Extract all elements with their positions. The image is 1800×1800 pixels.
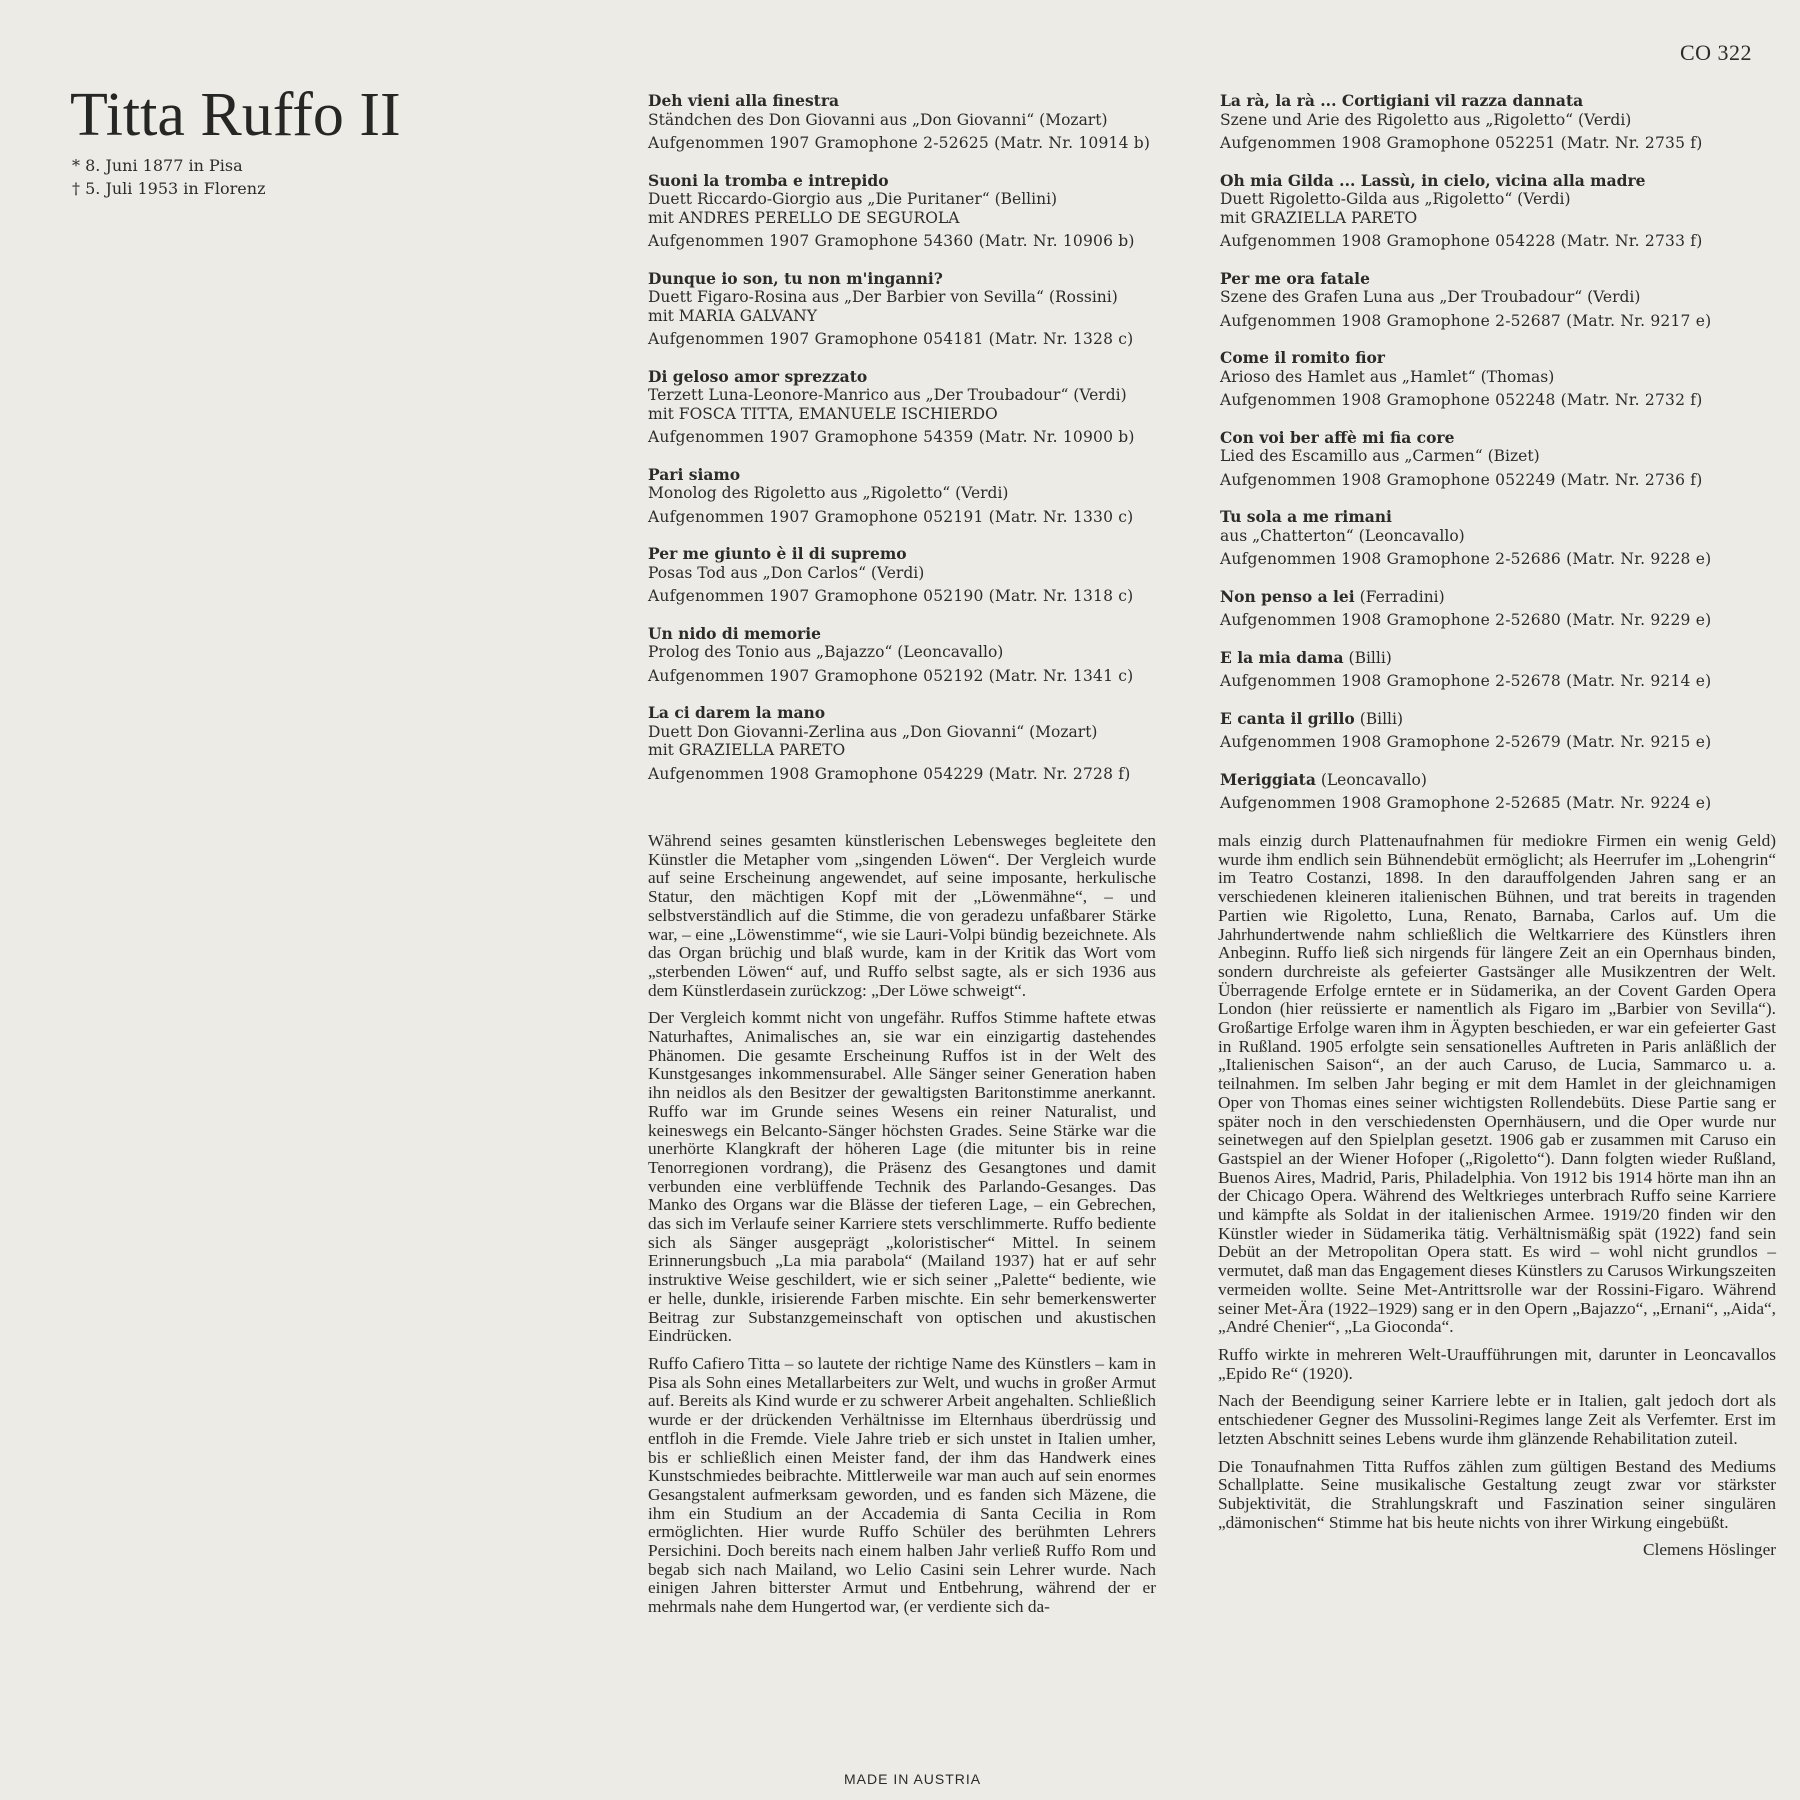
track-title-line <box>648 466 1178 485</box>
track-title-line <box>648 625 1178 644</box>
track-title: Con voi ber affè mi fia core <box>1220 427 1455 447</box>
author-signature: Clemens Höslinger <box>1643 1540 1776 1560</box>
catalog-number: CO 322 <box>1680 40 1753 65</box>
track-entry <box>648 92 1178 153</box>
track-title-line <box>1220 349 1780 368</box>
recording-info: Aufgenommen 1908 Gramophone 052251 (Matr. Nr. 2735 f) <box>1220 134 1703 152</box>
track-description: Monolog des Rigoletto aus „Rigoletto“ (Verdi) <box>648 484 1009 502</box>
track-entry <box>1220 508 1780 569</box>
essay-paragraph: Der Vergleich kommt nicht von ungefähr. Ruffos Stimme haftete etwas Naturhaftes, Animalisches an, sie war ein einzigartig dastehendes Phänomen. Die gesamte Erscheinung Ruffos ist in der Welt des Kunstgesanges inkommensurabel. Alle Sänger seiner Generation haben ihn neidlos als den Besitzer der gewaltigsten Baritonstimme anerkannt. Ruffo war im Grunde seines Wesens ein reiner Naturalist, und keineswegs ein Belcanto-Sänger höchsten Grades. Seine Stärke war die unerhörte Klangkraft der höheren Lage (die mitunter bis in reine Tenorregionen vordrang), die Präsenz des Gesangtones und damit verbunden eine verblüffende Technik des Parlando-Gesanges. Das Manko des Organs war die Blässe der tieferen Lage, – ein Gebrechen, das sich im Verlaufe seiner Karriere stets verschlimmerte. Ruffo bediente sich als Sänger ausgeprägt „koloristischer“ Mittel. In seinem Erinnerungsbuch „La mia parabola“ (Mailand 1937) hat er auf sehr instruktive Weise geschildert, wie er sich seiner „Palette“ bediente, wie er helle, dunkle, irisierende Farben mischte. Ein sehr bemerkenswerter Beitrag zur Substanzgemeinschaft von optischen und akustischen Eindrücken. <box>648 1008 1156 1346</box>
track-entry <box>648 625 1178 686</box>
track-title: Non penso a lei <box>1220 586 1355 606</box>
track-title-line <box>1220 92 1780 111</box>
recording-info: Aufgenommen 1908 Gramophone 2-52680 (Matr. Nr. 9229 e) <box>1220 611 1712 629</box>
recording-info: Aufgenommen 1908 Gramophone 054228 (Matr. Nr. 2733 f) <box>1220 232 1703 250</box>
recording-info: Aufgenommen 1907 Gramophone 54360 (Matr. Nr. 10906 b) <box>648 232 1135 250</box>
track-title: La ci darem la mano <box>648 703 826 722</box>
birth-date: * 8. Juni 1877 in Pisa <box>72 156 243 175</box>
track-title: Pari siamo <box>648 464 741 484</box>
track-title-line <box>648 545 1178 564</box>
track-entry <box>648 545 1178 606</box>
recording-info: Aufgenommen 1907 Gramophone 052191 (Matr. Nr. 1330 c) <box>648 507 1134 526</box>
track-description: Szene des Grafen Luna aus „Der Troubadour“ (Verdi) <box>1220 288 1641 306</box>
track-list-left <box>648 92 1178 802</box>
track-entry <box>1220 588 1780 630</box>
track-title: Per me giunto è il di supremo <box>648 544 907 563</box>
essay-paragraph: mals einzig durch Plattenaufnahmen für mediokre Firmen ein wenig Geld) wurde ihm endlich sein Bühnendebüt ermöglicht; als Heerrufer im „Lohengrin“ im Teatro Costanzi, 1898. In den darauffolgenden Jahren sang er an verschiedenen kleineren italienischen Bühnen, und trat bereits in tragenden Partien wie Rigoletto, Luna, Renato, Barnaba, Carlos auf. Um die Jahrhundertwende nahm schließlich die Weltkarriere des Künstlers ihren Anbeginn. Ruffo ließ sich nirgends für längere Zeit an ein Opernhaus binden, sondern durchreiste als gefeierter Gastsänger alle Musikzentren der Welt. Überragende Erfolge erntete er in Südamerika, an der Covent Garden Opera London (hier reüssierte er namentlich als Figaro im „Barbier von Sevilla“). Großartige Erfolge waren ihm in Ägypten beschieden, er war ein gefeierter Gast in Rußland. 1905 erfolgte sein sensationelles Auftreten in Paris anläßlich der „Italienischen Saison“, an der auch Caruso, de Lucia, Sammarco u. a. teilnahmen. Im selben Jahr beging er mit dem Hamlet in der gleichnamigen Oper von Thomas eines seiner wichtigsten Rollendebüts. Diese Partie sang er später noch in den verschiedensten Opernhäusern, und die Oper wurde nur seinetwegen auf den Spielplan gesetzt. 1906 gab er zusammen mit Caruso ein Gastspiel an der Wiener Hofoper („Rigoletto“). Dann folgten wieder Rußland, Buenos Aires, Madrid, Paris, Philadelphia. Von 1912 bis 1914 hörte man ihn an der Chicago Opera. Während des Weltkrieges unterbrach Ruffo seine Karriere und kämpfte als Soldat in der italienischen Armee. 1919/20 finden wir den Künstler wieder in Südamerika tätig. Verhältnismäßig spät (1922) fand sein Debüt an der Metropolitan Opera statt. Es wird – wohl nicht grundlos – vermutet, daß man das Engagement dieses Künstlers zu Carusos Wirkungszeiten vermeiden wollte. Seine Met-Antrittsrolle war der Rossini-Figaro. Während seiner Met-Ära (1922–1929) sang er in den Opern „Bajazzo“, „Ernani“, „Aida“, „André Chenier“, „La Gioconda“. <box>1218 831 1776 1337</box>
track-composer: (Ferradini) <box>1359 587 1445 606</box>
recording-info: Aufgenommen 1908 Gramophone 2-52687 (Matr. Nr. 9217 e) <box>1220 311 1712 330</box>
track-title-line <box>648 368 1178 387</box>
track-composer: (Leoncavallo) <box>1320 770 1427 789</box>
track-title-line <box>648 92 1178 111</box>
track-description: Prolog des Tonio aus „Bajazzo“ (Leoncavallo) <box>648 643 1004 661</box>
track-title-line <box>1220 270 1780 289</box>
recording-info: Aufgenommen 1908 Gramophone 054229 (Matr. Nr. 2728 f) <box>648 764 1131 783</box>
track-title: Per me ora fatale <box>1220 268 1370 288</box>
track-title: Deh vieni alla finestra <box>648 91 840 110</box>
track-composer: (Billi) <box>1359 709 1404 728</box>
track-description: Duett Riccardo-Giorgio aus „Die Puritaner“ (Bellini) <box>648 190 1058 208</box>
album-title: Titta Ruffo II <box>70 81 401 149</box>
track-description: mit GRAZIELLA PARETO <box>1220 208 1418 227</box>
track-title: Dunque io son, tu non m'inganni? <box>648 268 943 288</box>
track-entry <box>648 368 1178 447</box>
track-title: E la mia dama <box>1220 647 1344 667</box>
track-description: mit ANDRES PERELLO DE SEGUROLA <box>648 208 960 227</box>
track-title: La rà, la rà ... Cortigiani vil razza dannata <box>1220 91 1584 110</box>
track-entry <box>1220 710 1780 752</box>
track-title-line <box>1220 172 1780 191</box>
recording-info: Aufgenommen 1908 Gramophone 2-52686 (Matr. Nr. 9228 e) <box>1220 550 1712 568</box>
track-title-line <box>1220 429 1780 448</box>
track-description: Posas Tod aus „Don Carlos“ (Verdi) <box>648 563 925 582</box>
track-entry <box>648 270 1178 349</box>
track-title: Oh mia Gilda ... Lassù, in cielo, vicina alla madre <box>1220 170 1646 190</box>
recording-info: Aufgenommen 1908 Gramophone 2-52678 (Matr. Nr. 9214 e) <box>1220 672 1712 690</box>
track-description: mit GRAZIELLA PARETO <box>648 741 846 759</box>
recording-info: Aufgenommen 1907 Gramophone 052190 (Matr. Nr. 1318 c) <box>648 587 1134 605</box>
track-description: Terzett Luna-Leonore-Manrico aus „Der Troubadour“ (Verdi) <box>648 386 1127 404</box>
track-title-line <box>648 704 1178 723</box>
track-title: Come il romito fior <box>1220 348 1385 367</box>
death-date: † 5. Juli 1953 in Florenz <box>72 179 266 198</box>
life-dates <box>72 154 266 200</box>
track-description: aus „Chatterton“ (Leoncavallo) <box>1220 526 1465 545</box>
track-entry <box>1220 649 1780 691</box>
track-entry <box>1220 349 1780 410</box>
essay-column-right <box>1218 832 1776 1560</box>
track-entry <box>648 466 1178 527</box>
recording-info: Aufgenommen 1908 Gramophone 052249 (Matr. Nr. 2736 f) <box>1220 470 1703 489</box>
track-title-line <box>1220 649 1780 668</box>
track-description: Szene und Arie des Rigoletto aus „Rigoletto“ (Verdi) <box>1220 110 1632 129</box>
track-title: Di geloso amor sprezzato <box>648 366 868 386</box>
essay-column-left <box>648 832 1156 1626</box>
track-title-line <box>1220 508 1780 527</box>
track-description: Duett Figaro-Rosina aus „Der Barbier von Sevilla“ (Rossini) <box>648 288 1118 306</box>
essay-paragraph: Nach der Beendigung seiner Karriere lebte er in Italien, galt jedoch dort als entschiedener Gegner des Mussolini-Regimes lange Zeit als Verfemter. Erst im letzten Abschnitt seines Lebens wurde ihm glänzende Rehabilitation zuteil. <box>1218 1391 1776 1448</box>
track-title: Un nido di memorie <box>648 623 821 643</box>
track-entry <box>648 704 1178 783</box>
track-entry <box>1220 92 1780 153</box>
recording-info: Aufgenommen 1908 Gramophone 2-52679 (Matr. Nr. 9215 e) <box>1220 733 1712 751</box>
track-title: Meriggiata <box>1220 769 1316 789</box>
track-description: Duett Don Giovanni-Zerlina aus „Don Giovanni“ (Mozart) <box>648 722 1098 741</box>
track-entry <box>1220 172 1780 251</box>
track-description: Ständchen des Don Giovanni aus „Don Giovanni“ (Mozart) <box>648 110 1108 129</box>
track-description: Lied des Escamillo aus „Carmen“ (Bizet) <box>1220 447 1540 465</box>
recording-info: Aufgenommen 1907 Gramophone 052192 (Matr. Nr. 1341 c) <box>648 666 1134 685</box>
essay-paragraph: Ruffo Cafiero Titta – so lautete der richtige Name des Künstlers – kam in Pisa als Sohn eines Metallarbeiters zur Welt, und wuchs in großer Armut auf. Bereits als Kind wurde er zu schwerer Arbeit angehalten. Schließlich wurde er der drückenden Verhältnisse im Elternhaus überdrüssig und entfloh in die Fremde. Viele Jahre trieb er sich unstet in Italien umher, bis er schließlich einen Meister fand, der ihm das Handwerk eines Kunstschmiedes beibrachte. Mittlerweile war man auch auf sein enormes Gesangstalent aufmerksam geworden, und es fanden sich Mäzene, die ihm ein Studium an der Accademia di Santa Cecilia in Rom ermöglichten. Hier wurde Ruffo Schüler des berühmten Lehrers Persichini. Doch bereits nach einem halben Jahr verließ Ruffo Rom und begab sich nach Mailand, wo Lelio Casini sein Lehrer wurde. Nach einigen Jahren bitterster Armut und Entbehrung, während der er mehrmals nahe dem Hungertod war, (er verdiente sich da- <box>648 1353 1156 1617</box>
track-description: Duett Rigoletto-Gilda aus „Rigoletto“ (Verdi) <box>1220 190 1571 208</box>
track-list-right <box>1220 92 1780 832</box>
recording-info: Aufgenommen 1907 Gramophone 54359 (Matr. Nr. 10900 b) <box>648 428 1135 446</box>
track-title: E canta il grillo <box>1220 708 1355 728</box>
recording-info: Aufgenommen 1907 Gramophone 2-52625 (Matr. Nr. 10914 b) <box>648 134 1151 152</box>
recording-info: Aufgenommen 1908 Gramophone 2-52685 (Matr. Nr. 9224 e) <box>1220 794 1712 812</box>
track-description: Arioso des Hamlet aus „Hamlet“ (Thomas) <box>1220 367 1555 386</box>
recording-info: Aufgenommen 1907 Gramophone 054181 (Matr. Nr. 1328 c) <box>648 330 1134 348</box>
track-title-line <box>1220 710 1780 729</box>
track-title: Suoni la tromba e intrepido <box>648 170 889 190</box>
track-composer: (Billi) <box>1348 648 1392 667</box>
track-description: mit FOSCA TITTA, EMANUELE ISCHIERDO <box>648 404 998 423</box>
essay-paragraph: Die Tonaufnahmen Titta Ruffos zählen zum gültigen Bestand des Mediums Schallplatte. Seine musikalische Gestaltung zeugt zwar vor stärkster Subjektivität, die Strahlungskraft und Faszination seiner singulären „dämonischen“ Stimme hat bis heute nichts von ihrer Wirkung eingebüßt. <box>1218 1456 1776 1532</box>
track-title-line <box>648 270 1178 289</box>
essay-paragraph: Während seines gesamten künstlerischen Lebensweges begleitete den Künstler die Metapher vom „singenden Löwen“. Der Vergleich wurde auf seine Erscheinung angewendet, auf seine imposante, herkulische Statur, den mächtigen Kopf mit der „Löwenmähne“, – und selbstverständlich auf die Stimme, die von geradezu unfaßbarer Stärke war, – eine „Löwenstimme“, wie sie Lauri-Volpi bündig bezeichnete. Als das Organ brüchig und blaß wurde, kam in der Kritik das Wort vom „sterbenden Löwen“ auf, und Ruffo selbst sagte, als er sich 1936 aus dem Künstlerdasein zurückzog: „Der Löwe schweigt“. <box>648 831 1156 1000</box>
track-title-line <box>1220 771 1780 790</box>
made-in-label: MADE IN AUSTRIA <box>844 1771 982 1787</box>
essay-paragraph: Ruffo wirkte in mehreren Welt-Uraufführungen mit, darunter in Leoncavallos „Epido Re“ (1920). <box>1218 1344 1776 1383</box>
track-entry <box>648 172 1178 251</box>
track-entry <box>1220 270 1780 331</box>
track-description: mit MARIA GALVANY <box>648 306 817 325</box>
track-title-line <box>1220 588 1780 607</box>
track-title-line <box>648 172 1178 191</box>
track-entry <box>1220 771 1780 813</box>
track-title: Tu sola a me rimani <box>1220 507 1392 526</box>
recording-info: Aufgenommen 1908 Gramophone 052248 (Matr. Nr. 2732 f) <box>1220 391 1703 409</box>
track-entry <box>1220 429 1780 490</box>
